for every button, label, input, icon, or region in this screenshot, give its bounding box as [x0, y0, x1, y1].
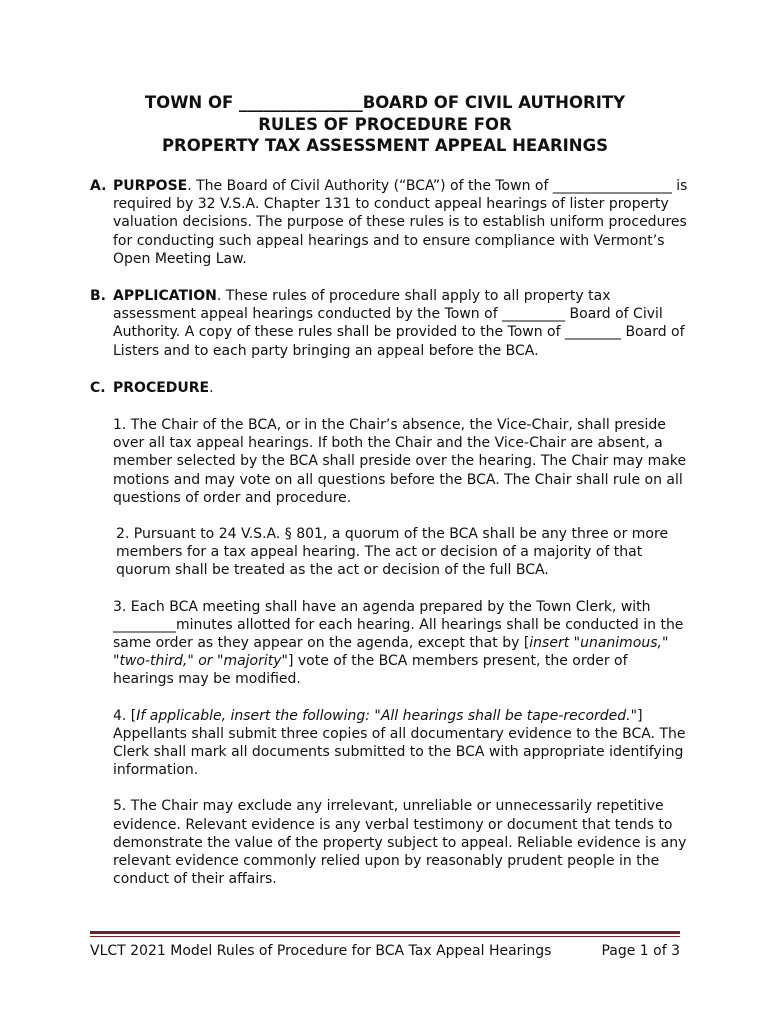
title-line-1: TOWN OF _______________BOARD OF CIVIL AUTHORITY: [144, 93, 626, 112]
procedure-paragraph-2: 2. Pursuant to 24 V.S.A. § 801, a quorum of the BCA shall be any three or more members for a tax appeal hearing. The act or decision of a majority of that quorum shall be treated as the act or decision of the full BCA.: [116, 526, 669, 579]
section-heading: PROCEDURE: [113, 379, 210, 396]
document-body: [90, 177, 690, 907]
section-letter: C.: [90, 379, 106, 396]
section-letter: B.: [90, 288, 106, 305]
title-line-3: PROPERTY TAX ASSESSMENT APPEAL HEARINGS: [161, 136, 609, 155]
footer-divider: [90, 931, 680, 934]
page-number: Page 1 of 3: [601, 943, 680, 959]
section-text: . The Board of Civil Authority (“BCA”) of the Town of _________________ is required by 32 V.S.A. Chapter 131 to conduct appeal hearings of lister property valuation decisions. The purpose of these rules is to establish uniform procedures for conducting such appeal hearings and to ensure compliance with Vermont’s Open Meeting Law.: [113, 178, 688, 267]
page-footer: [90, 942, 680, 960]
title-line-2: RULES OF PROCEDURE FOR: [258, 114, 512, 134]
section-purpose: [90, 177, 690, 268]
section-application: [90, 287, 690, 360]
procedure-paragraph-3: [113, 598, 690, 689]
section-heading: PURPOSE: [113, 178, 188, 194]
paragraph-text: "] vote of the BCA members present, the order of hearings may be modified.: [113, 653, 628, 688]
paragraph-text: 3. Each BCA meeting shall have an agenda prepared by the Town Clerk, with _________minutes allotted for each hearing. All hearings shall be conducted in the same order as they appear on the agenda, except that by [: [113, 598, 684, 652]
footer-title: VLCT 2021 Model Rules of Procedure for BCA Tax Appeal Hearings: [90, 943, 552, 959]
section-heading: APPLICATION: [113, 288, 217, 305]
section-text: .: [209, 379, 214, 396]
section-procedure: [90, 379, 690, 397]
footer-divider-thin: [90, 936, 680, 937]
paragraph-text: 4. [: [113, 707, 137, 724]
paragraph-text: "] Appellants shall submit three copies of all documentary evidence to the BCA. The Clerk shall mark all documents submitted to the BCA with appropriate identifying information.: [113, 707, 686, 779]
procedure-paragraph-5: 5. The Chair may exclude any irrelevant, unreliable or unnecessarily repetitive evidence. Relevant evidence is any verbal testimony or document that tends to demonstrate the value of the property subject to appeal. Reliable evidence is any relevant evidence commonly relied upon by reasonably prudent people in the conduct of their affairs.: [113, 798, 687, 888]
section-letter: A.: [90, 178, 107, 194]
document-title: [60, 92, 710, 157]
paragraph-italic-text: insert "unanimous," "two-third," or "majority: [113, 635, 669, 670]
section-text: . These rules of procedure shall apply to all property tax assessment appeal hearings conducted by the Town of _________ Board of Civil Authority. A copy of these rules shall be provided to the Town of ________ Board of Listers and to each party bringing an appeal before the BCA.: [113, 288, 685, 359]
procedure-paragraph-4: [113, 707, 690, 780]
paragraph-italic-text: If applicable, insert the following: "All hearings shall be tape-recorded.: [136, 707, 631, 724]
procedure-paragraph-1: 1. The Chair of the BCA, or in the Chair’s absence, the Vice-Chair, shall preside over all tax appeal hearings. If both the Chair and the Vice-Chair are absent, a member selected by the BCA shall preside over the hearing. The Chair may make motions and may vote on all questions before the BCA. The Chair shall rule on all questions of order and procedure.: [113, 417, 687, 506]
